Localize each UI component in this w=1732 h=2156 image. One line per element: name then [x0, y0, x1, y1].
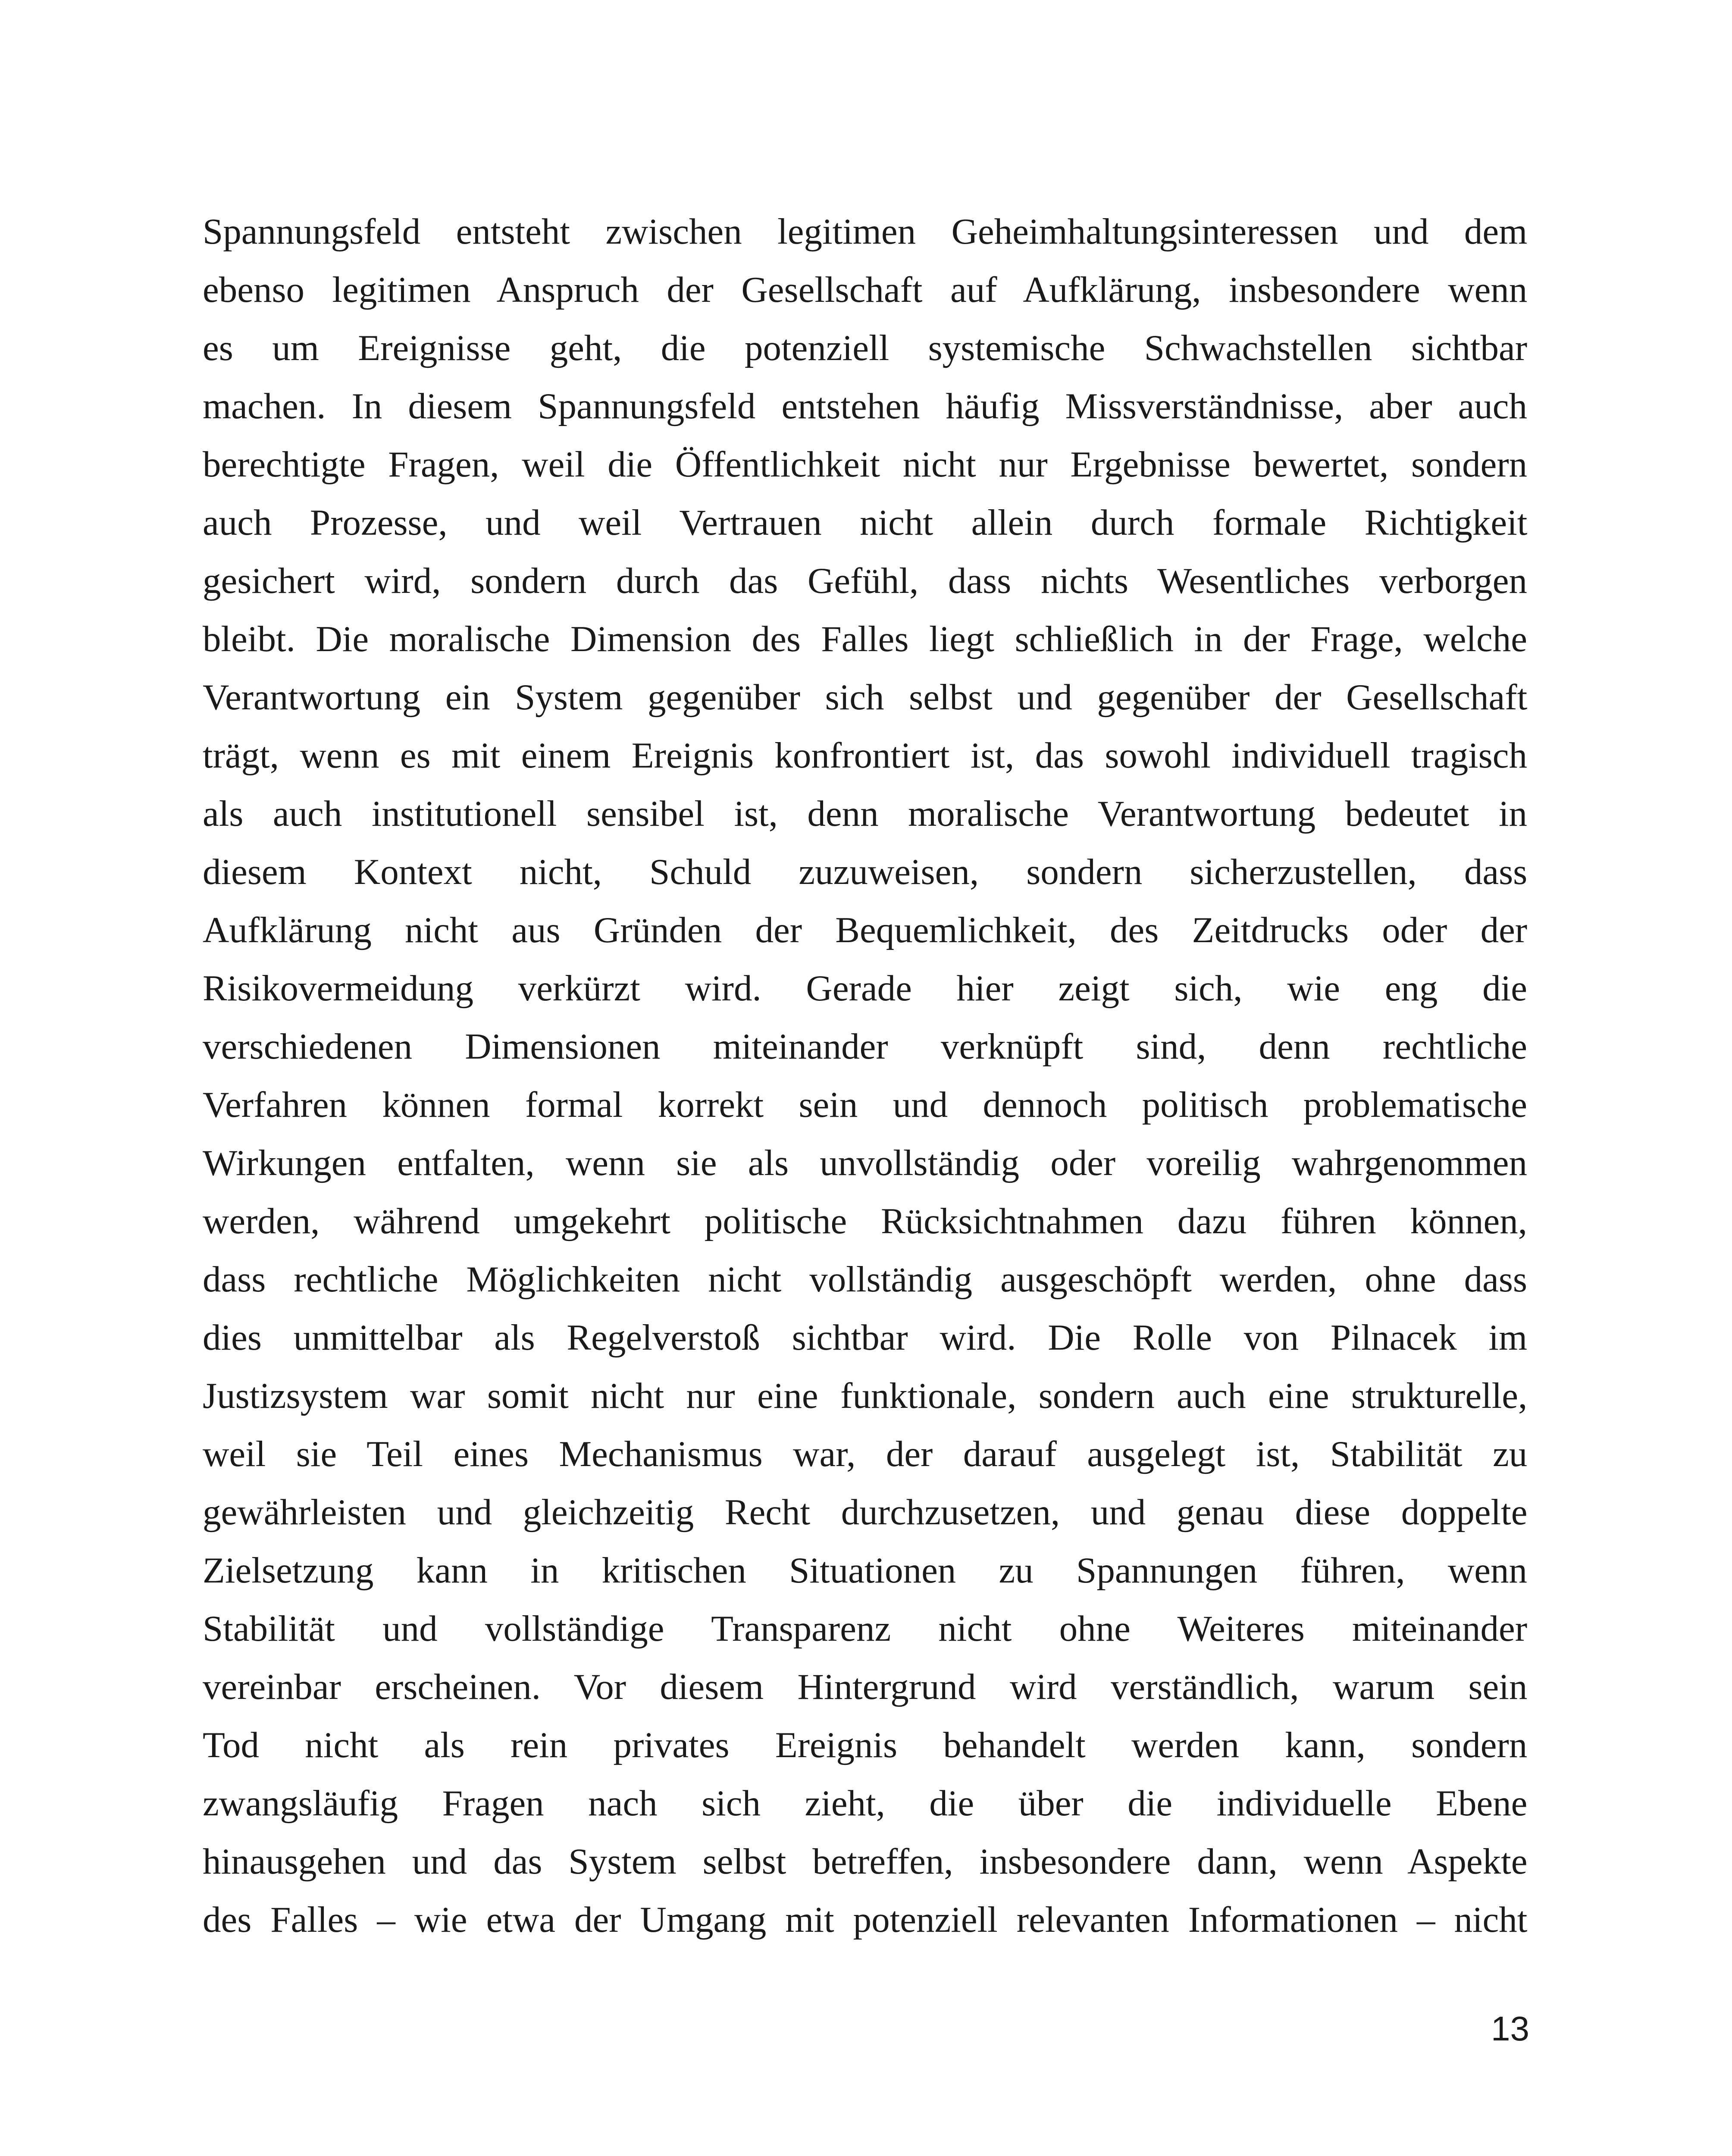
text-line: werden, während umgekehrt politische Rücksichtnahmen dazu führen können,	[203, 1201, 1527, 1241]
text-line: gesichert wird, sondern durch das Gefühl, dass nichts Wesentliches verborgen	[203, 561, 1527, 601]
text-line: machen. In diesem Spannungsfeld entstehen häufig Missverständnisse, aber auch	[203, 386, 1527, 426]
page-number: 13	[1491, 2009, 1529, 2048]
text-line: Verfahren können formal korrekt sein und dennoch politisch problematische	[203, 1084, 1527, 1125]
text-line: trägt, wenn es mit einem Ereignis konfrontiert ist, das sowohl individuell tragisch	[203, 735, 1527, 776]
text-line: dass rechtliche Möglichkeiten nicht vollständig ausgeschöpft werden, ohne dass	[203, 1259, 1527, 1300]
text-line: Zielsetzung kann in kritischen Situationen zu Spannungen führen, wenn	[203, 1550, 1527, 1591]
text-line: Wirkungen entfalten, wenn sie als unvollständig oder voreilig wahrgenommen	[203, 1143, 1527, 1183]
text-line: Aufklärung nicht aus Gründen der Bequemlichkeit, des Zeitdrucks oder der	[203, 910, 1528, 950]
text-line: diesem Kontext nicht, Schuld zuzuweisen, sondern sicherzustellen, dass	[203, 852, 1528, 892]
text-line: Verantwortung ein System gegenüber sich selbst und gegenüber der Gesellschaft	[203, 677, 1528, 718]
text-line: berechtigte Fragen, weil die Öffentlichkeit nicht nur Ergebnisse bewertet, sondern	[203, 444, 1528, 485]
text-line: verschiedenen Dimensionen miteinander verknüpft sind, denn rechtliche	[203, 1026, 1527, 1067]
text-line: ebenso legitimen Anspruch der Gesellschaft auf Aufklärung, insbesondere wenn	[203, 270, 1528, 310]
text-line: Risikovermeidung verkürzt wird. Gerade hier zeigt sich, wie eng die	[203, 968, 1527, 1009]
text-line: auch Prozesse, und weil Vertrauen nicht allein durch formale Richtigkeit	[203, 502, 1528, 543]
text-line: dies unmittelbar als Regelverstoß sichtbar wird. Die Rolle von Pilnacek im	[203, 1317, 1528, 1358]
text-line: Spannungsfeld entsteht zwischen legitimen Geheimhaltungsinteressen und dem	[203, 211, 1528, 252]
text-line: des Falles – wie etwa der Umgang mit potenziell relevanten Informationen – nicht	[203, 1899, 1528, 1940]
text-line: Tod nicht als rein privates Ereignis behandelt werden kann, sondern	[203, 1725, 1528, 1765]
text-line: Stabilität und vollständige Transparenz nicht ohne Weiteres miteinander	[203, 1608, 1527, 1649]
text-line: weil sie Teil eines Mechanismus war, der darauf ausgelegt ist, Stabilität zu	[203, 1434, 1528, 1474]
text-line: es um Ereignisse geht, die potenziell systemische Schwachstellen sichtbar	[203, 328, 1527, 368]
text-line: zwangsläufig Fragen nach sich zieht, die über die individuelle Ebene	[203, 1783, 1528, 1824]
text-line: Justizsystem war somit nicht nur eine funktionale, sondern auch eine strukturelle,	[203, 1376, 1528, 1416]
text-line: als auch institutionell sensibel ist, denn moralische Verantwortung bedeutet in	[203, 793, 1528, 834]
text-line: hinausgehen und das System selbst betreffen, insbesondere dann, wenn Aspekte	[203, 1841, 1528, 1882]
text-line: vereinbar erscheinen. Vor diesem Hintergrund wird verständlich, warum sein	[203, 1667, 1528, 1707]
text-line: bleibt. Die moralische Dimension des Falles liegt schließlich in der Frage, welche	[203, 619, 1528, 659]
text-line: gewährleisten und gleichzeitig Recht durchzusetzen, und genau diese doppelte	[203, 1492, 1528, 1532]
body-paragraph	[203, 203, 1527, 1949]
